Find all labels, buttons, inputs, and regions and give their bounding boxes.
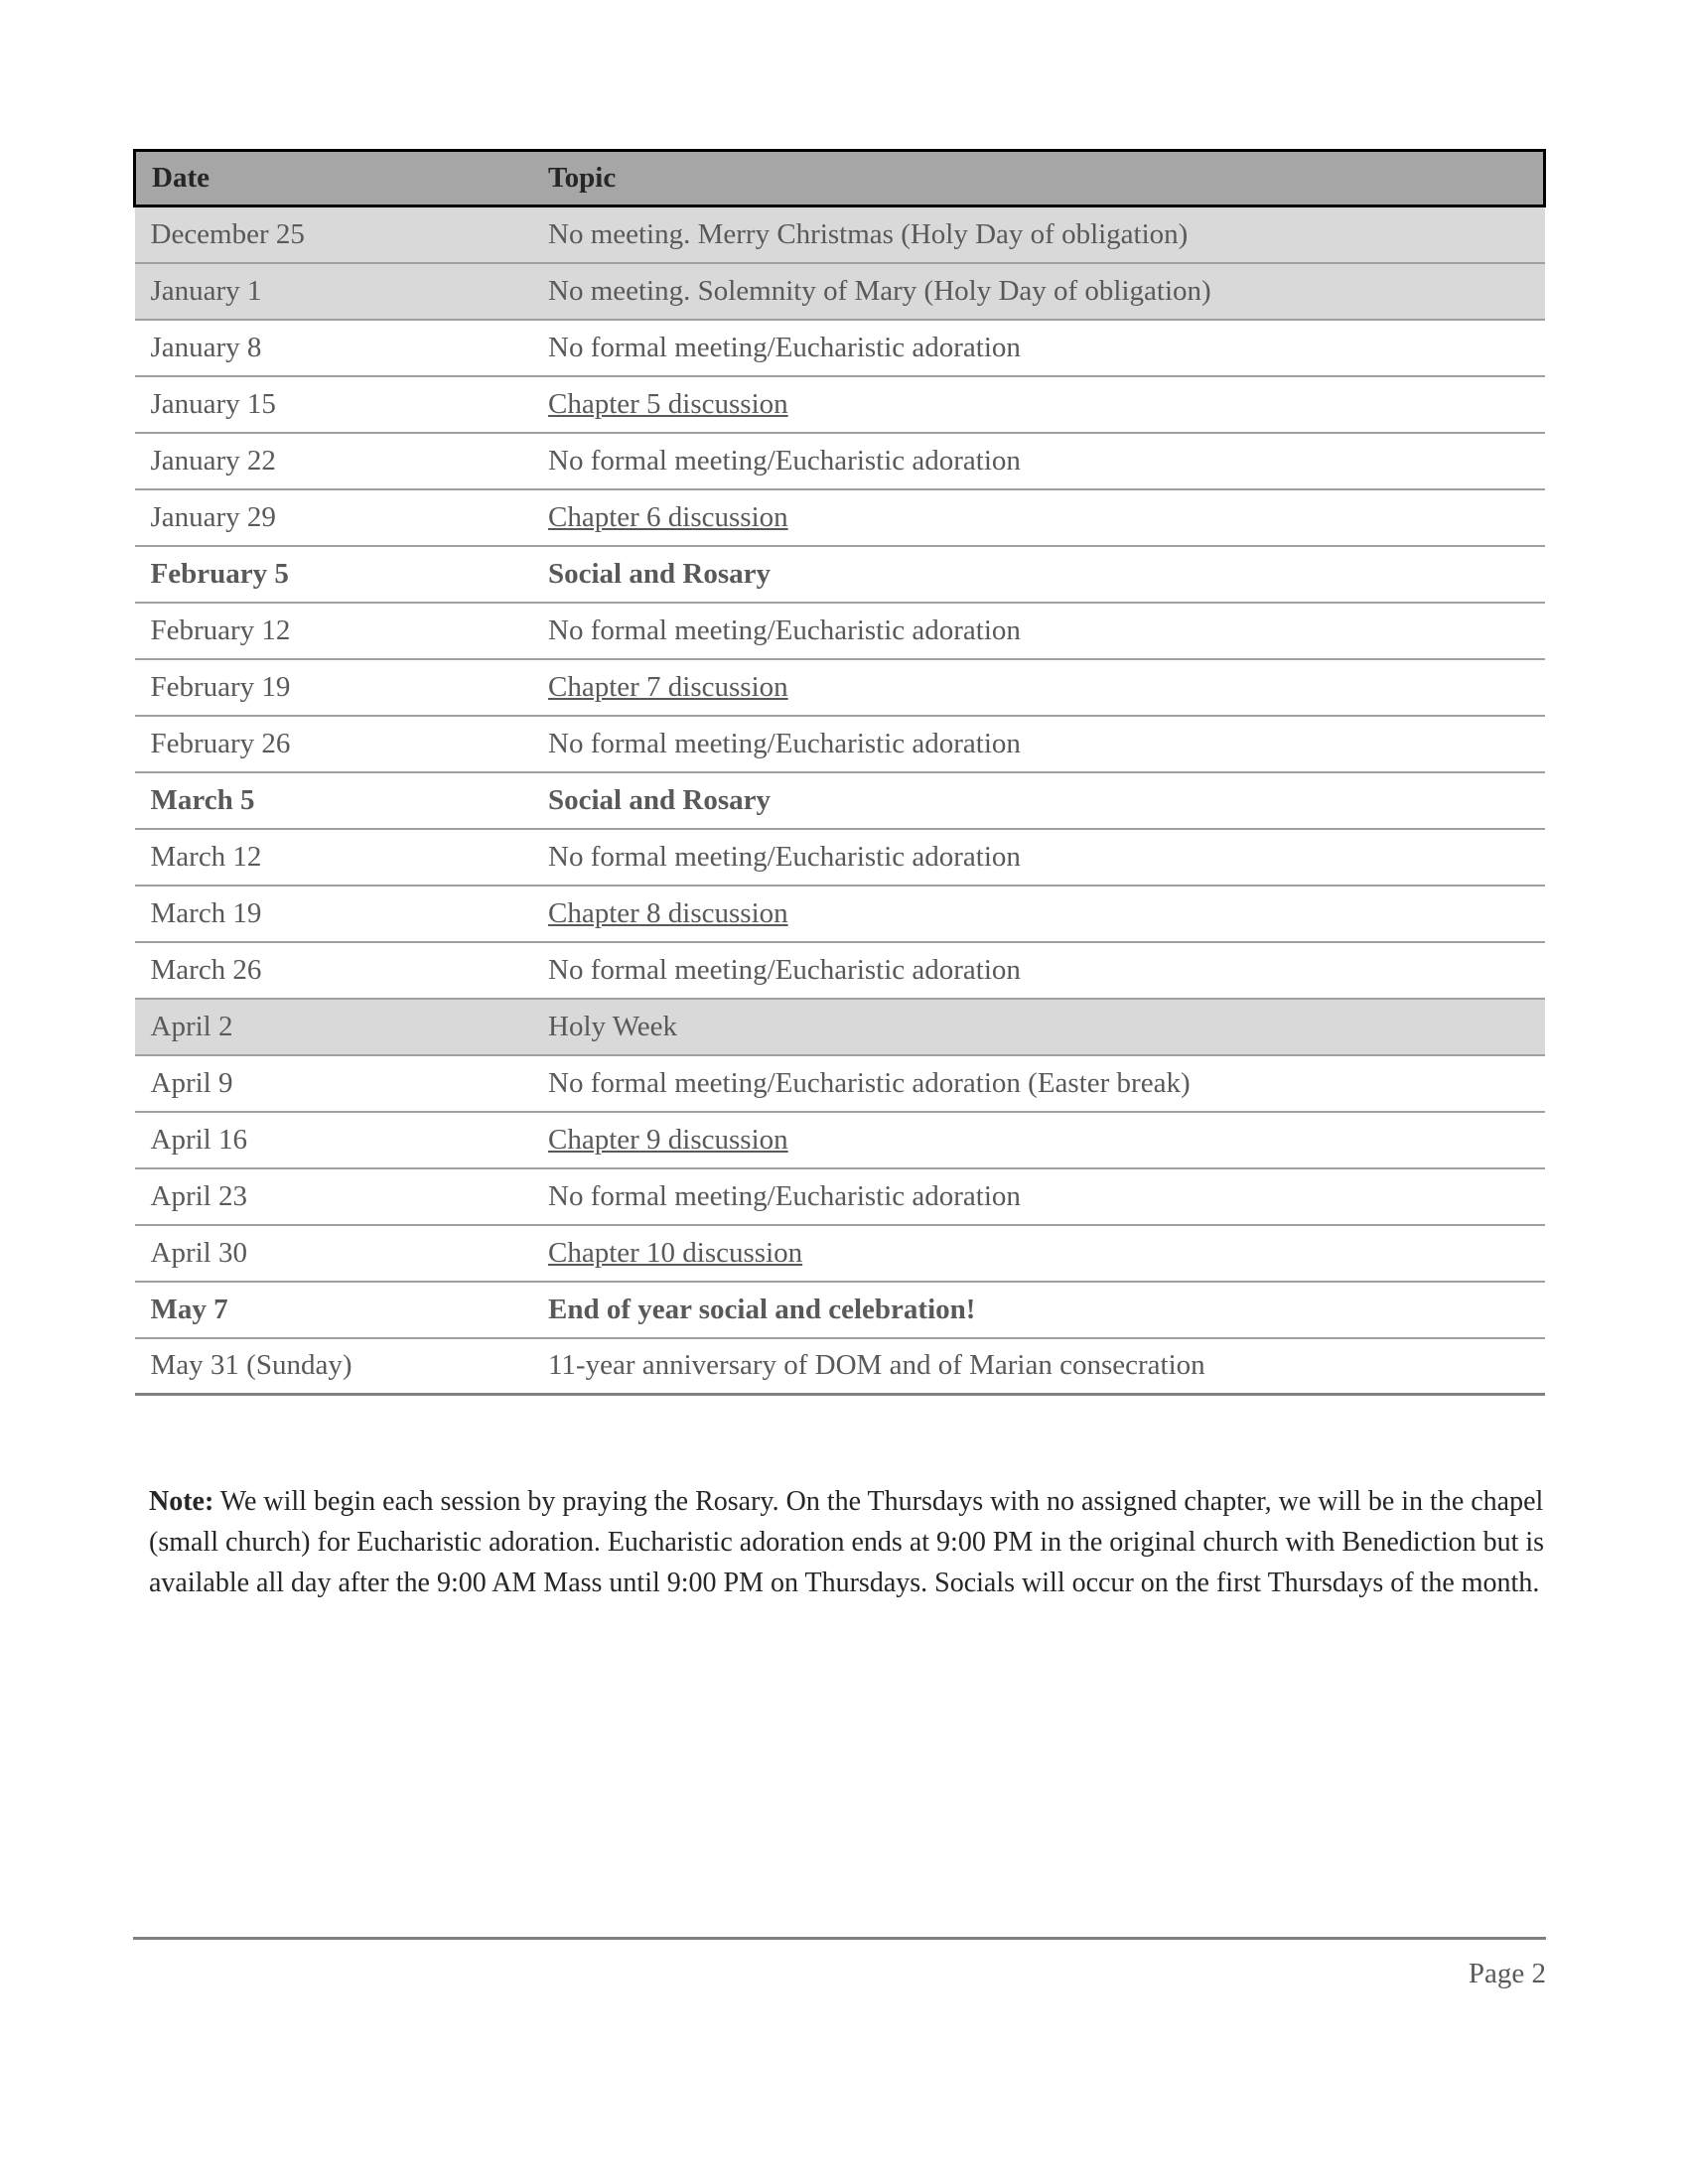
- footer-divider: [133, 1937, 1546, 1940]
- row-topic-cell: No formal meeting/Eucharistic adoration: [548, 840, 1021, 873]
- table-row: [135, 1225, 1545, 1282]
- row-date: January 15: [150, 387, 276, 420]
- row-topic-cell: Social and Rosary: [548, 783, 771, 816]
- row-topic-cell: No formal meeting/Eucharistic adoration: [548, 953, 1021, 986]
- table-row: [135, 942, 1545, 999]
- row-topic-cell: Social and Rosary: [548, 557, 771, 590]
- row-topic-cell: No formal meeting/Eucharistic adoration: [548, 444, 1021, 477]
- schedule-table: [133, 149, 1546, 1396]
- row-topic-cell: [540, 659, 1545, 716]
- row-topic-cell: [540, 376, 1545, 433]
- chapter-link[interactable]: Chapter 10 discussion: [548, 1236, 803, 1269]
- chapter-link[interactable]: Chapter 6 discussion: [548, 500, 788, 533]
- row-date: May 31 (Sunday): [150, 1349, 352, 1382]
- note-text: We will begin each session by praying the Rosary. On the Thursdays with no assigned chapter, we will be in the chapel (small church) for Eucharistic adoration. Eucharistic adoration ends at 9:00 PM in the original church with Benediction but is available all day after the 9:00 AM Mass until 9:00 PM on Thursdays. Socials will occur on the first Thursdays of the month.: [149, 1486, 1545, 1598]
- row-topic-cell: No formal meeting/Eucharistic adoration: [548, 614, 1021, 646]
- chapter-link[interactable]: Chapter 5 discussion: [548, 387, 788, 420]
- table-row: [135, 886, 1545, 942]
- table-row: [135, 999, 1545, 1055]
- page-number: Page 2: [1468, 1958, 1546, 1989]
- table-row: [135, 206, 1545, 263]
- note-label: Note:: [149, 1486, 214, 1517]
- row-topic-cell: Holy Week: [548, 1010, 678, 1042]
- row-date: February 19: [150, 670, 291, 703]
- row-date: December 25: [150, 217, 305, 250]
- row-date: February 12: [150, 614, 291, 646]
- row-date: April 30: [150, 1236, 247, 1269]
- row-topic-cell: No formal meeting/Eucharistic adoration: [548, 331, 1021, 363]
- row-date: April 2: [150, 1010, 233, 1042]
- table-header-row: [135, 151, 1545, 206]
- row-topic-cell: No formal meeting/Eucharistic adoration: [548, 1179, 1021, 1212]
- table-row: [135, 716, 1545, 772]
- table-row: [135, 659, 1545, 716]
- table-row: [135, 1282, 1545, 1338]
- row-topic-cell: 11-year anniversary of DOM and of Marian consecration: [548, 1349, 1205, 1382]
- row-date: May 7: [150, 1293, 228, 1325]
- table-row: [135, 772, 1545, 829]
- row-date: January 22: [150, 444, 276, 477]
- row-topic-cell: [540, 886, 1545, 942]
- table-row: [135, 320, 1545, 376]
- row-date: January 8: [150, 331, 262, 363]
- table-row: [135, 829, 1545, 886]
- table-row: [135, 263, 1545, 320]
- row-topic-cell: [540, 489, 1545, 546]
- row-date: March 12: [150, 840, 262, 873]
- row-topic-cell: [540, 1225, 1545, 1282]
- table-row: [135, 1338, 1545, 1395]
- table-row: [135, 546, 1545, 603]
- chapter-link[interactable]: Chapter 7 discussion: [548, 670, 788, 703]
- row-date: March 26: [150, 953, 262, 986]
- header-date: Date: [152, 162, 210, 194]
- header-topic: Topic: [548, 162, 617, 194]
- row-date: April 16: [150, 1123, 247, 1156]
- row-topic-cell: [540, 1112, 1545, 1168]
- row-topic-cell: No formal meeting/Eucharistic adoration: [548, 727, 1021, 759]
- table-row: [135, 1112, 1545, 1168]
- row-date: February 5: [150, 557, 289, 590]
- row-topic-cell: No formal meeting/Eucharistic adoration (Easter break): [548, 1066, 1191, 1099]
- row-date: April 23: [150, 1179, 247, 1212]
- row-topic-cell: No meeting. Solemnity of Mary (Holy Day of obligation): [548, 274, 1211, 307]
- row-date: April 9: [150, 1066, 233, 1099]
- row-topic-cell: No meeting. Merry Christmas (Holy Day of obligation): [548, 217, 1189, 250]
- chapter-link[interactable]: Chapter 9 discussion: [548, 1123, 788, 1156]
- table-row: [135, 1055, 1545, 1112]
- row-date: March 19: [150, 896, 262, 929]
- chapter-link[interactable]: Chapter 8 discussion: [548, 896, 788, 929]
- table-row: [135, 603, 1545, 659]
- table-row: [135, 433, 1545, 489]
- row-topic-cell: End of year social and celebration!: [548, 1293, 976, 1325]
- row-date: January 1: [150, 274, 262, 307]
- row-date: January 29: [150, 500, 276, 533]
- row-date: March 5: [150, 783, 255, 816]
- table-row: [135, 376, 1545, 433]
- table-body: [135, 206, 1545, 1395]
- table-row: [135, 1168, 1545, 1225]
- row-date: February 26: [150, 727, 291, 759]
- note-paragraph: [149, 1481, 1549, 1603]
- table-row: [135, 489, 1545, 546]
